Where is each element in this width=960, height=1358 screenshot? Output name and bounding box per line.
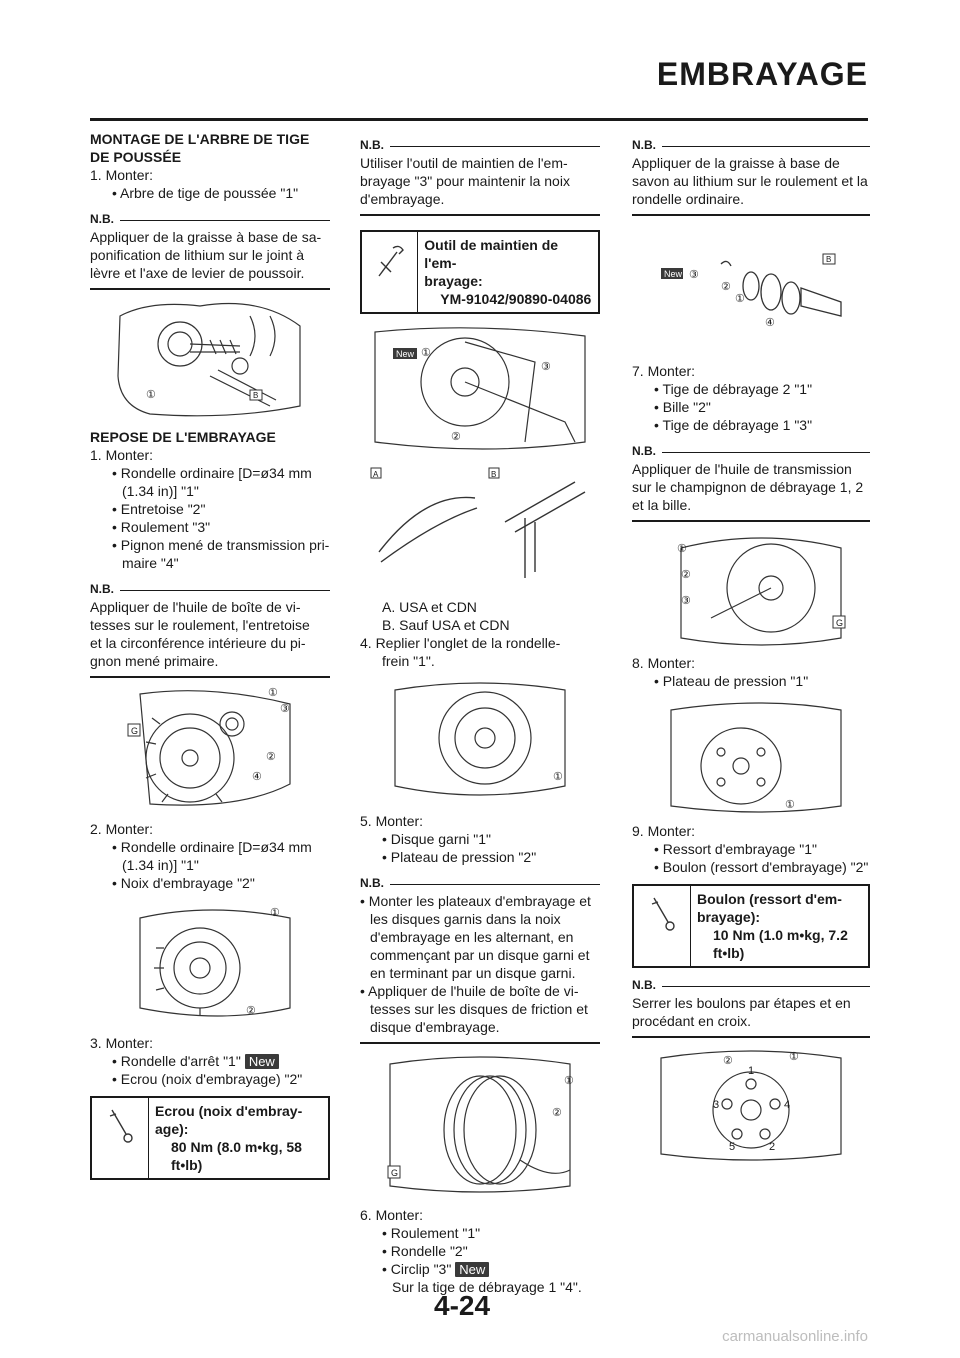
illustration-clutch-boss (120, 898, 300, 1028)
nb-block (632, 442, 870, 522)
illustration-primary-gear (120, 684, 300, 814)
bullet: • Pignon mené de transmission pri- (112, 537, 330, 553)
step: 1. Monter: (90, 447, 154, 463)
nb-label: N.B. (632, 136, 870, 154)
bullet: • Disque garni "1" (382, 831, 492, 847)
nb-line: Serrer les boulons par étapes et en (632, 995, 851, 1011)
step: 8. Monter: (632, 655, 696, 671)
torque-value-cont: ft•lb) (713, 945, 745, 961)
section-title: REPOSE DE L'EMBRAYAGE (90, 429, 276, 445)
bullet: • Plateau de pression "2" (382, 849, 537, 865)
callout-1: ① (421, 347, 431, 359)
bullet-cont: (1.34 in)] "1" (122, 857, 199, 873)
nb-label: N.B. (90, 580, 330, 598)
column-1 (90, 130, 330, 1188)
bullet-cont: Sur la tige de débrayage 1 "4". (392, 1279, 582, 1295)
illustration-pushrod-bearing (651, 236, 851, 356)
torque-value: 80 Nm (8.0 m•kg, 58 (171, 1139, 302, 1155)
nb-label: N.B. (360, 874, 600, 892)
nb-line: Appliquer de la graisse à base de sa- (90, 229, 322, 245)
illustration-bolt-sequence (651, 1044, 851, 1164)
nb-line: rondelle ordinaire. (632, 191, 745, 207)
callout-1: ① (785, 799, 795, 811)
callout-4: ④ (252, 771, 262, 783)
bullet-text: • Rondelle d'arrêt "1" (112, 1053, 241, 1069)
nb-line: brayage "3" pour maintenir la noix (360, 173, 570, 189)
callout-3: ③ (541, 361, 551, 373)
torque-label: Ecrou (noix d'embray- (155, 1103, 303, 1119)
bullet: • Noix d'embrayage "2" (112, 875, 255, 891)
nb-line: tesses sur le roulement, l'entretoise (90, 617, 310, 633)
badge-b: B (826, 255, 832, 264)
bullet-cont: (1.34 in)] "1" (122, 483, 199, 499)
section-title: MONTAGE DE L'ARBRE DE TIGE (90, 131, 310, 147)
nb-line: d'embrayage. (360, 191, 445, 207)
torque-label-cont: age): (155, 1121, 189, 1137)
wrench-icon (362, 232, 418, 312)
nb-line: et la bille. (632, 497, 692, 513)
nb-body (90, 598, 330, 678)
nb-line: procédant en croix. (632, 1013, 752, 1029)
torque-value-cont: ft•lb) (171, 1157, 203, 1173)
new-badge: New (396, 349, 415, 359)
torque-label-cont: brayage): (697, 909, 761, 925)
legend-b: B. Sauf USA et CDN (382, 617, 510, 633)
badge-b: B (253, 391, 259, 400)
nb-body (632, 460, 870, 522)
bolt-order-5: 5 (729, 1141, 736, 1153)
bullet: • Entretoise "2" (112, 501, 206, 517)
bolt-order-2: 2 (769, 1141, 776, 1153)
nb-line: disque d'embrayage. (370, 1019, 500, 1035)
torque-wrench-icon (634, 886, 691, 966)
nb-line: Appliquer de l'huile de boîte de vi- (90, 599, 301, 615)
nb-line: gnon mené primaire. (90, 653, 219, 669)
nb-line: d'embrayage en les alternant, en (370, 929, 574, 945)
nb-line: lèvre et l'axe de levier de poussoir. (90, 265, 305, 281)
callout-1: ① (564, 1075, 574, 1087)
bullet: • Rondelle "2" (382, 1243, 468, 1259)
callout-3: ③ (689, 269, 699, 281)
badge-g: G (836, 618, 844, 628)
callout-2: ② (266, 751, 276, 763)
step: 2. Monter: (90, 821, 154, 837)
tool-label: Outil de maintien de l'em- (424, 237, 559, 271)
callout-1: ① (789, 1051, 799, 1063)
bullet: • Rondelle ordinaire [D=ø34 mm (112, 839, 312, 855)
nb-line: ponification de lithium sur le joint à (90, 247, 305, 263)
torque-label: Boulon (ressort d'em- (697, 891, 842, 907)
new-badge: New (245, 1054, 279, 1069)
bullet: • Rondelle ordinaire [D=ø34 mm (112, 465, 312, 481)
nb-block (632, 976, 870, 1038)
callout-2: ② (721, 281, 731, 293)
badge-g: G (391, 1168, 399, 1178)
page-number: 4-24 (434, 1290, 491, 1321)
callout-2: ② (723, 1055, 733, 1067)
nb-body (360, 892, 600, 1044)
nb-block (632, 136, 870, 216)
nb-line: Appliquer de l'huile de transmission (632, 461, 852, 477)
illustration-push-rod (110, 296, 310, 422)
torque-box (632, 884, 870, 968)
bullet (90, 1052, 330, 1070)
nb-line: • Appliquer de l'huile de boîte de vi- (360, 983, 579, 999)
step: 5. Monter: (360, 813, 424, 829)
nb-line: Appliquer de la graisse à base de (632, 155, 840, 171)
nb-line: tesses sur les disques de friction et (370, 1001, 588, 1017)
torque-value: 10 Nm (1.0 m•kg, 7.2 (713, 927, 848, 943)
callout-2: ② (552, 1107, 562, 1119)
nb-body (360, 154, 600, 216)
badge-a: A (373, 470, 379, 479)
badge-g: G (131, 726, 139, 736)
step-cont: frein "1". (382, 653, 435, 669)
step: 6. Monter: (360, 1207, 424, 1223)
nb-line: savon au lithium sur le roulement et la (632, 173, 868, 189)
torque-wrench-icon (92, 1098, 149, 1178)
nb-label: N.B. (360, 136, 600, 154)
callout-2: ② (451, 431, 461, 443)
nb-block (90, 210, 330, 290)
bullet: • Bille "2" (654, 399, 711, 415)
nb-line: commençant par un disque garni et (370, 947, 590, 963)
callout-1: ① (270, 907, 280, 919)
column-2 (360, 130, 600, 1296)
step: 9. Monter: (632, 823, 696, 839)
bullet: • Plateau de pression "1" (654, 673, 809, 689)
bullet: • Boulon (ressort d'embrayage) "2" (654, 859, 869, 875)
callout-1: ① (553, 771, 563, 783)
new-badge: New (455, 1262, 489, 1277)
watermark: carmanualsonline.info (722, 1328, 868, 1345)
tool-box (360, 230, 600, 314)
nb-line: les disques garnis dans la noix (370, 911, 561, 927)
nb-block (360, 874, 600, 1044)
callout-2: ② (246, 1005, 256, 1017)
header-rule (90, 118, 868, 121)
bullet-text: • Circlip "3" (382, 1261, 452, 1277)
bolt-order-3: 3 (713, 1099, 720, 1111)
nb-body (632, 154, 870, 216)
bullet: • Tige de débrayage 2 "1" (654, 381, 813, 397)
callout-1: ① (268, 687, 278, 699)
callout-3: ③ (280, 703, 290, 715)
nb-body (632, 994, 870, 1038)
illustration-pushrod-install (651, 528, 851, 648)
bullet-cont: maire "4" (122, 555, 179, 571)
nb-line: en terminant par un disque garni. (370, 965, 576, 981)
nb-body (90, 228, 330, 290)
section-title-cont: DE POUSSÉE (90, 149, 182, 165)
step: 4. Replier l'onglet de la rondelle- (360, 635, 561, 651)
bullet: • Ressort d'embrayage "1" (654, 841, 818, 857)
column-3 (632, 130, 870, 1170)
callout-3: ③ (681, 595, 691, 607)
bullet: • Roulement "1" (382, 1225, 481, 1241)
callout-1: ① (735, 293, 745, 305)
nb-block (90, 580, 330, 678)
illustration-holding-tool (365, 322, 595, 592)
legend-a: A. USA et CDN (382, 599, 477, 615)
step: 7. Monter: (632, 363, 696, 379)
nb-line: et la circonférence intérieure du pi- (90, 635, 306, 651)
bullet: • Tige de débrayage 1 "3" (654, 417, 813, 433)
tool-label-cont: brayage: (424, 273, 483, 289)
nb-line: Utiliser l'outil de maintien de l'em- (360, 155, 568, 171)
badge-b: B (491, 470, 497, 479)
bolt-order-1: 1 (748, 1065, 755, 1077)
illustration-pressure-plate (651, 696, 851, 816)
step: 1. Monter: (90, 167, 154, 183)
bullet: • Ecrou (noix d'embrayage) "2" (112, 1071, 303, 1087)
tool-number: YM-91042/90890-04086 (440, 291, 592, 307)
torque-box (90, 1096, 330, 1180)
page-title: EMBRAYAGE (656, 56, 868, 92)
nb-label: N.B. (632, 442, 870, 460)
callout-1: ① (677, 543, 687, 555)
illustration-clutch-plates (380, 1050, 580, 1200)
nb-line: sur le champignon de débrayage 1, 2 (632, 479, 864, 495)
new-badge: New (664, 269, 683, 279)
illustration-lock-washer (385, 676, 575, 806)
nb-label: N.B. (90, 210, 330, 228)
bullet: • Roulement "3" (112, 519, 211, 535)
callout-2: ② (681, 569, 691, 581)
nb-line: • Monter les plateaux d'embrayage et (360, 893, 591, 909)
bullet (360, 1260, 600, 1278)
callout-1: ① (146, 389, 156, 401)
nb-label: N.B. (632, 976, 870, 994)
bolt-order-4: 4 (784, 1099, 791, 1111)
bullet: • Arbre de tige de poussée "1" (112, 185, 299, 201)
step: 3. Monter: (90, 1035, 154, 1051)
callout-4: ④ (765, 317, 775, 329)
nb-block (360, 136, 600, 216)
